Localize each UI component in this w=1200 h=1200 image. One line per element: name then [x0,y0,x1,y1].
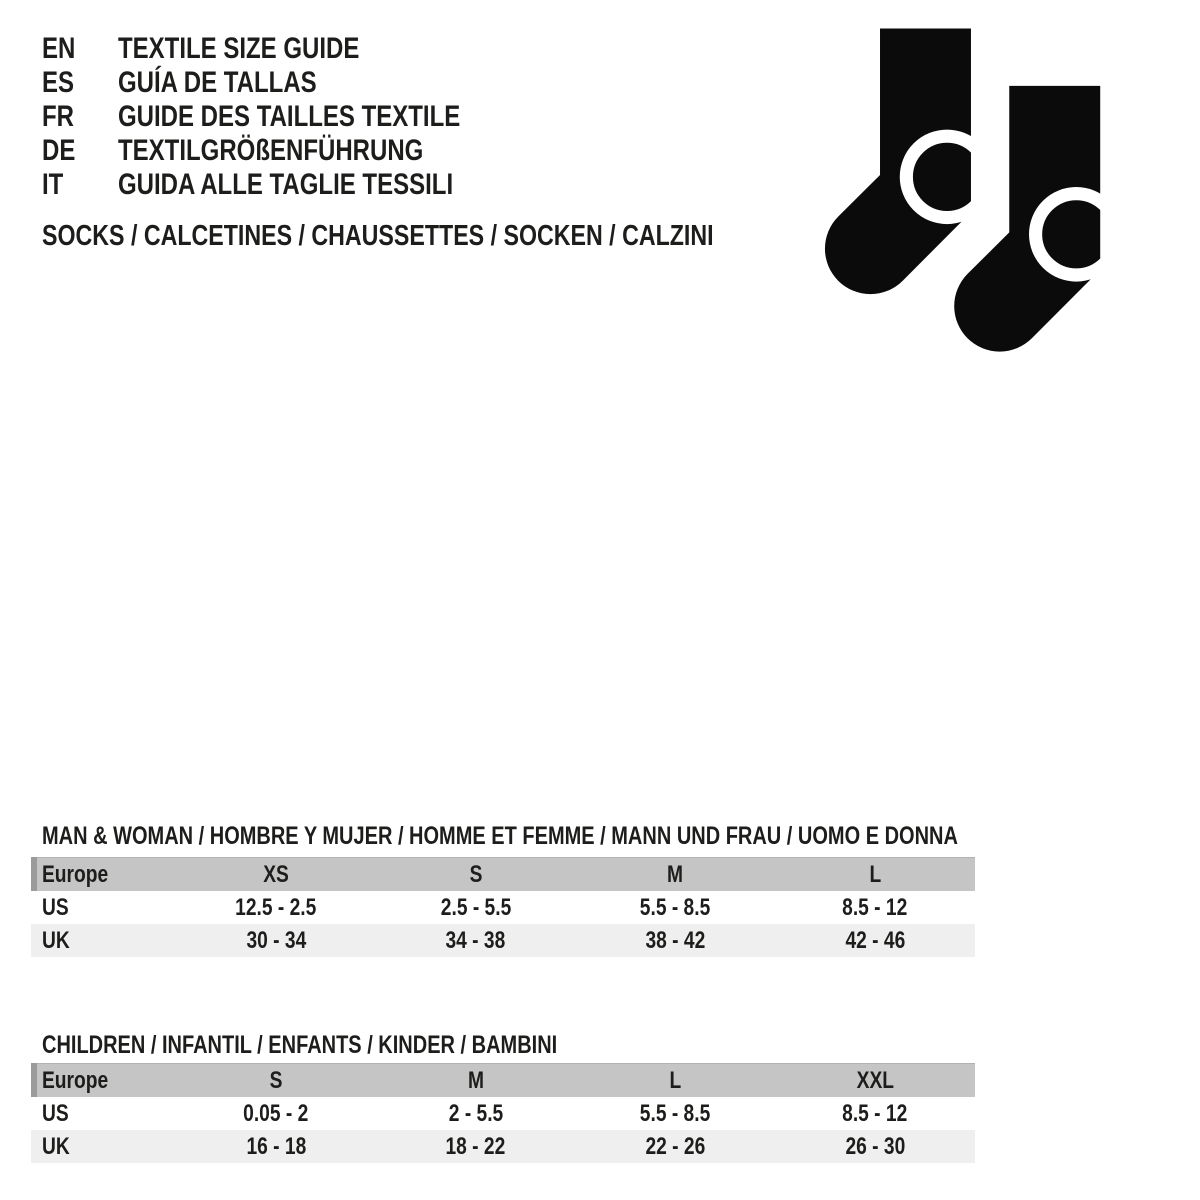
children-table [31,1063,975,1163]
sock-icon [825,28,988,294]
language-code: FR [42,100,74,133]
language-code: IT [42,168,64,201]
language-code: DE [42,134,76,167]
language-label: TEXTILE SIZE GUIDE [118,32,360,65]
size-cell: 30 - 34 [245,926,306,954]
size-cell: 2 - 5.5 [448,1099,503,1127]
header-cell-region: Europe [42,1066,109,1094]
table-row-us [31,891,975,924]
size-cell: 2.5 - 5.5 [440,893,511,921]
language-code: ES [42,66,75,99]
category-line: SOCKS / CALCETINES / CHAUSSETTES / SOCKEN / CALZINI [42,220,714,252]
language-label: GUIDA ALLE TAGLIE TESSILI [118,168,454,201]
header-cell-size-s: S [269,1066,283,1094]
socks-icon-svg [813,28,1105,364]
header-cell-region: Europe [42,860,109,888]
children-section-title: CHILDREN / INFANTIL / ENFANTS / KINDER / BAMBINI [42,1031,558,1059]
header-cell-size-m: M [667,860,684,888]
table-header-row [31,1063,975,1097]
table-row-uk [31,924,975,957]
language-row-it [42,168,546,202]
region-cell: US [42,1099,69,1127]
table-header-row [31,857,975,891]
header-cell-size-xxl: XXL [856,1066,894,1094]
size-cell: 42 - 46 [845,926,906,954]
language-label: TEXTILGRÖßENFÜHRUNG [118,134,424,167]
size-cell: 5.5 - 8.5 [640,1099,711,1127]
language-row-de [42,134,546,168]
language-label: GUIDE DES TAILLES TEXTILE [118,100,461,133]
size-cell: 8.5 - 12 [842,1099,908,1127]
region-cell: US [42,893,69,921]
man-woman-section-title: MAN & WOMAN / HOMBRE Y MUJER / HOMME ET FEMME / MANN UND FRAU / UOMO E DONNA [42,822,958,850]
header-cell-size-l: L [869,860,881,888]
region-cell: UK [42,1132,70,1160]
table-row-us [31,1097,975,1130]
region-cell: UK [42,926,70,954]
language-row-en [42,32,546,66]
header-cell-size-s: S [469,860,483,888]
header-cell-size-m: M [467,1066,484,1094]
man-woman-table [31,857,975,957]
size-cell: 0.05 - 2 [243,1099,309,1127]
language-row-es [42,66,546,100]
size-cell: 18 - 22 [445,1132,506,1160]
size-cell: 12.5 - 2.5 [235,893,317,921]
header-cell-size-l: L [669,1066,682,1094]
socks-icon [813,28,1105,364]
size-cell: 38 - 42 [645,926,706,954]
table-row-uk [31,1130,975,1163]
sock-icon [954,86,1105,352]
header-cell-size-xs: XS [263,860,289,888]
size-cell: 16 - 18 [245,1132,306,1160]
size-cell: 26 - 30 [845,1132,906,1160]
size-cell: 22 - 26 [645,1132,706,1160]
size-cell: 34 - 38 [445,926,506,954]
size-cell: 5.5 - 8.5 [640,893,711,921]
language-list [42,32,546,202]
size-cell: 8.5 - 12 [842,893,908,921]
language-row-fr [42,100,546,134]
language-code: EN [42,32,76,65]
language-label: GUÍA DE TALLAS [118,66,317,99]
